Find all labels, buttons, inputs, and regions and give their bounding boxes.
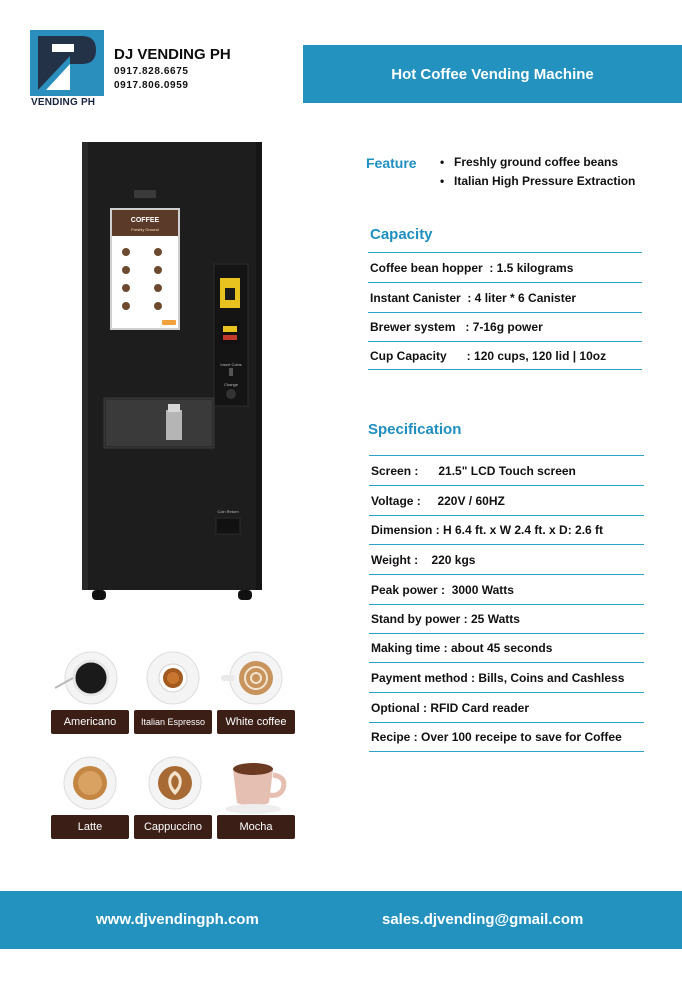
phone-2[interactable]: 0917.806.0959 [114, 80, 189, 91]
drink-label: White coffee [217, 710, 295, 734]
drink-label: Americano [51, 710, 129, 734]
feature-item: • Freshly ground coffee beans [440, 153, 635, 172]
specification-heading: Specification [368, 421, 462, 438]
website-link[interactable]: www.djvendingph.com [96, 911, 259, 928]
vending-machine-image [80, 142, 264, 600]
logo-text: VENDING PH [31, 97, 96, 108]
spec-row: Recipe : Over 100 receipe to save for Coffee [369, 723, 644, 752]
change-label: Change [223, 382, 239, 387]
screen-title: COFFEE [130, 217, 160, 224]
feature-item: • Italian High Pressure Extraction [440, 172, 635, 191]
drink-white-coffee [217, 648, 295, 728]
drink-label: Italian Espresso [134, 710, 212, 734]
drink-americano [51, 648, 129, 728]
spec-row: Weight : 220 kgs [369, 545, 644, 575]
cappuccino-cup-icon [134, 753, 212, 817]
drink-label: Cappuccino [134, 815, 212, 839]
spec-row: Peak power : 3000 Watts [369, 575, 644, 605]
latte-cup-icon [51, 753, 129, 817]
mocha-cup-icon [217, 753, 295, 817]
capacity-heading: Capacity [370, 226, 433, 243]
drink-cappuccino [134, 753, 212, 833]
drink-italian-espresso [134, 648, 212, 727]
phone-1[interactable]: 0917.828.6675 [114, 66, 189, 77]
spec-row: Dimension : H 6.4 ft. x W 2.4 ft. x D: 2.6 ft [369, 516, 644, 545]
footer-banner [0, 891, 682, 949]
white-coffee-cup-icon [217, 648, 295, 712]
coin-return-label: Coin Return [217, 509, 239, 514]
capacity-row: Instant Canister : 4 liter * 6 Canister [368, 283, 642, 313]
insert-coins-label: Insert Coins [220, 362, 242, 367]
capacity-row: Cup Capacity : 120 cups, 120 lid | 10oz [368, 342, 642, 370]
screen-subtitle: Freshly Ground [131, 227, 159, 232]
drink-label: Latte [51, 815, 129, 839]
feature-list [440, 153, 635, 191]
capacity-row: Brewer system : 7-16g power [368, 313, 642, 342]
spec-row: Optional : RFID Card reader [369, 693, 644, 723]
specification-table [369, 455, 644, 752]
feature-label: Feature [366, 155, 417, 171]
dj-vending-logo [30, 30, 104, 96]
page-title: Hot Coffee Vending Machine [391, 65, 594, 83]
drink-latte [51, 753, 129, 833]
capacity-row: Coffee bean hopper : 1.5 kilograms [368, 252, 642, 283]
americano-cup-icon [51, 648, 129, 712]
drink-label: Mocha [217, 815, 295, 839]
email-link[interactable]: sales.djvending@gmail.com [382, 911, 584, 928]
capacity-table [368, 252, 642, 370]
spec-row: Voltage : 220V / 60HZ [369, 486, 644, 516]
title-banner [303, 45, 682, 103]
spec-row: Screen : 21.5" LCD Touch screen [369, 455, 644, 486]
brand-name: DJ VENDING PH [114, 46, 231, 63]
drink-mocha [217, 753, 295, 833]
spec-row: Stand by power : 25 Watts [369, 605, 644, 634]
spec-row: Payment method : Bills, Coins and Cashless [369, 663, 644, 693]
espresso-cup-icon [134, 648, 212, 712]
spec-row: Making time : about 45 seconds [369, 634, 644, 663]
